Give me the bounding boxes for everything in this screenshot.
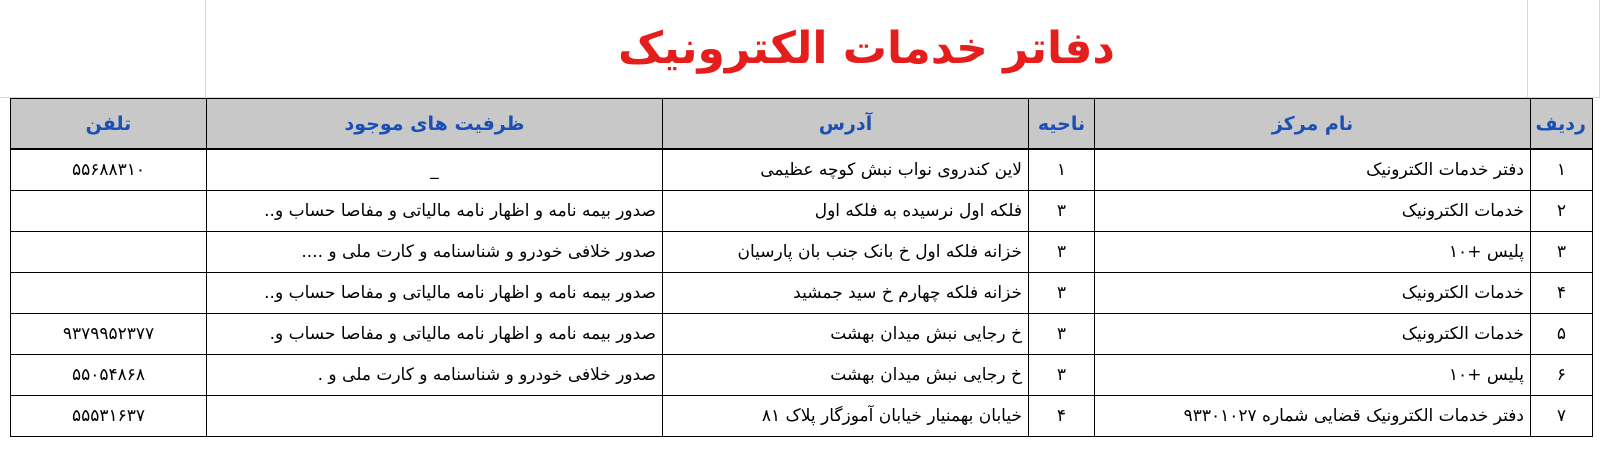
cell-address[interactable]: خزانه فلکه اول خ بانک جنب بان پارسیان xyxy=(663,232,1029,273)
cell-capacity[interactable]: صدور بیمه نامه و اظهار نامه مالیاتی و مفاصا حساب و.. xyxy=(207,191,663,232)
cell-region[interactable]: ۱ xyxy=(1029,149,1095,191)
cell-radif[interactable]: ۷ xyxy=(1531,396,1593,437)
cell-phone[interactable] xyxy=(11,273,207,314)
cell-name[interactable]: خدمات الکترونیک xyxy=(1095,314,1531,355)
cell-name[interactable]: پلیس +۱۰ xyxy=(1095,232,1531,273)
cell-region[interactable]: ۳ xyxy=(1029,232,1095,273)
cell-address[interactable]: لاین کندروی نواب نبش کوچه عظیمی xyxy=(663,149,1029,191)
header-phone[interactable]: تلفن xyxy=(11,99,207,150)
cell-phone[interactable]: ۹۳۷۹۹۵۲۳۷۷ xyxy=(11,314,207,355)
cell-name[interactable]: دفتر خدمات الکترونیک قضایی شماره ۹۳۳۰۱۰۲۷ xyxy=(1095,396,1531,437)
cell-name[interactable]: خدمات الکترونیک xyxy=(1095,273,1531,314)
cell-region[interactable]: ۳ xyxy=(1029,191,1095,232)
cell-region[interactable]: ۳ xyxy=(1029,314,1095,355)
cell-capacity[interactable]: صدور بیمه نامه و اظهار نامه مالیاتی و مفاصا حساب و. xyxy=(207,314,663,355)
table-row xyxy=(11,273,1593,314)
cell-name[interactable]: خدمات الکترونیک xyxy=(1095,191,1531,232)
cell-radif[interactable]: ۴ xyxy=(1531,273,1593,314)
cell-radif[interactable]: ۳ xyxy=(1531,232,1593,273)
cell-address[interactable]: خیابان بهمنیار خیابان آموزگار پلاک ۸۱ xyxy=(663,396,1029,437)
table-row xyxy=(11,396,1593,437)
title-row xyxy=(0,0,1600,98)
table-row xyxy=(11,191,1593,232)
cell-radif[interactable]: ۵ xyxy=(1531,314,1593,355)
table-header-row xyxy=(11,99,1593,150)
cell-phone[interactable]: ۵۵۰۵۴۸۶۸ xyxy=(11,355,207,396)
page-title: دفاتر خدمات الکترونیک xyxy=(618,22,1115,74)
centers-table xyxy=(10,98,1593,437)
cell-region[interactable]: ۳ xyxy=(1029,355,1095,396)
header-name[interactable]: نام مرکز xyxy=(1095,99,1531,150)
title-cell-empty-left[interactable] xyxy=(0,0,206,98)
cell-name[interactable]: پلیس +۱۰ xyxy=(1095,355,1531,396)
cell-phone[interactable] xyxy=(11,232,207,273)
cell-region[interactable]: ۴ xyxy=(1029,396,1095,437)
header-radif[interactable]: ردیف xyxy=(1531,99,1593,150)
table-row xyxy=(11,149,1593,191)
title-cell[interactable] xyxy=(206,0,1528,98)
cell-radif[interactable]: ۶ xyxy=(1531,355,1593,396)
cell-region[interactable]: ۳ xyxy=(1029,273,1095,314)
cell-radif[interactable]: ۲ xyxy=(1531,191,1593,232)
table-row xyxy=(11,355,1593,396)
cell-phone[interactable]: ۵۵۶۸۸۳۱۰ xyxy=(11,149,207,191)
cell-address[interactable]: خزانه فلکه چهارم خ سید جمشید xyxy=(663,273,1029,314)
title-cell-empty-right[interactable] xyxy=(1528,0,1600,98)
cell-name[interactable]: دفتر خدمات الکترونیک xyxy=(1095,149,1531,191)
cell-address[interactable]: خ رجایی نبش میدان بهشت xyxy=(663,355,1029,396)
cell-capacity[interactable]: صدور خلافی خودرو و شناسنامه و کارت ملی و . xyxy=(207,355,663,396)
table-row xyxy=(11,314,1593,355)
cell-phone[interactable]: ۵۵۵۳۱۶۳۷ xyxy=(11,396,207,437)
cell-capacity[interactable]: صدور خلافی خودرو و شناسنامه و کارت ملی و .... xyxy=(207,232,663,273)
cell-capacity[interactable]: _ xyxy=(207,149,663,191)
header-region[interactable]: ناحیه xyxy=(1029,99,1095,150)
cell-capacity[interactable]: صدور بیمه نامه و اظهار نامه مالیاتی و مفاصا حساب و.. xyxy=(207,273,663,314)
header-address[interactable]: آدرس xyxy=(663,99,1029,150)
cell-phone[interactable] xyxy=(11,191,207,232)
cell-capacity[interactable] xyxy=(207,396,663,437)
header-capacity[interactable]: ظرفیت های موجود xyxy=(207,99,663,150)
cell-address[interactable]: خ رجایی نبش میدان بهشت xyxy=(663,314,1029,355)
table-row xyxy=(11,232,1593,273)
cell-address[interactable]: فلکه اول نرسیده به فلکه اول xyxy=(663,191,1029,232)
cell-radif[interactable]: ۱ xyxy=(1531,149,1593,191)
